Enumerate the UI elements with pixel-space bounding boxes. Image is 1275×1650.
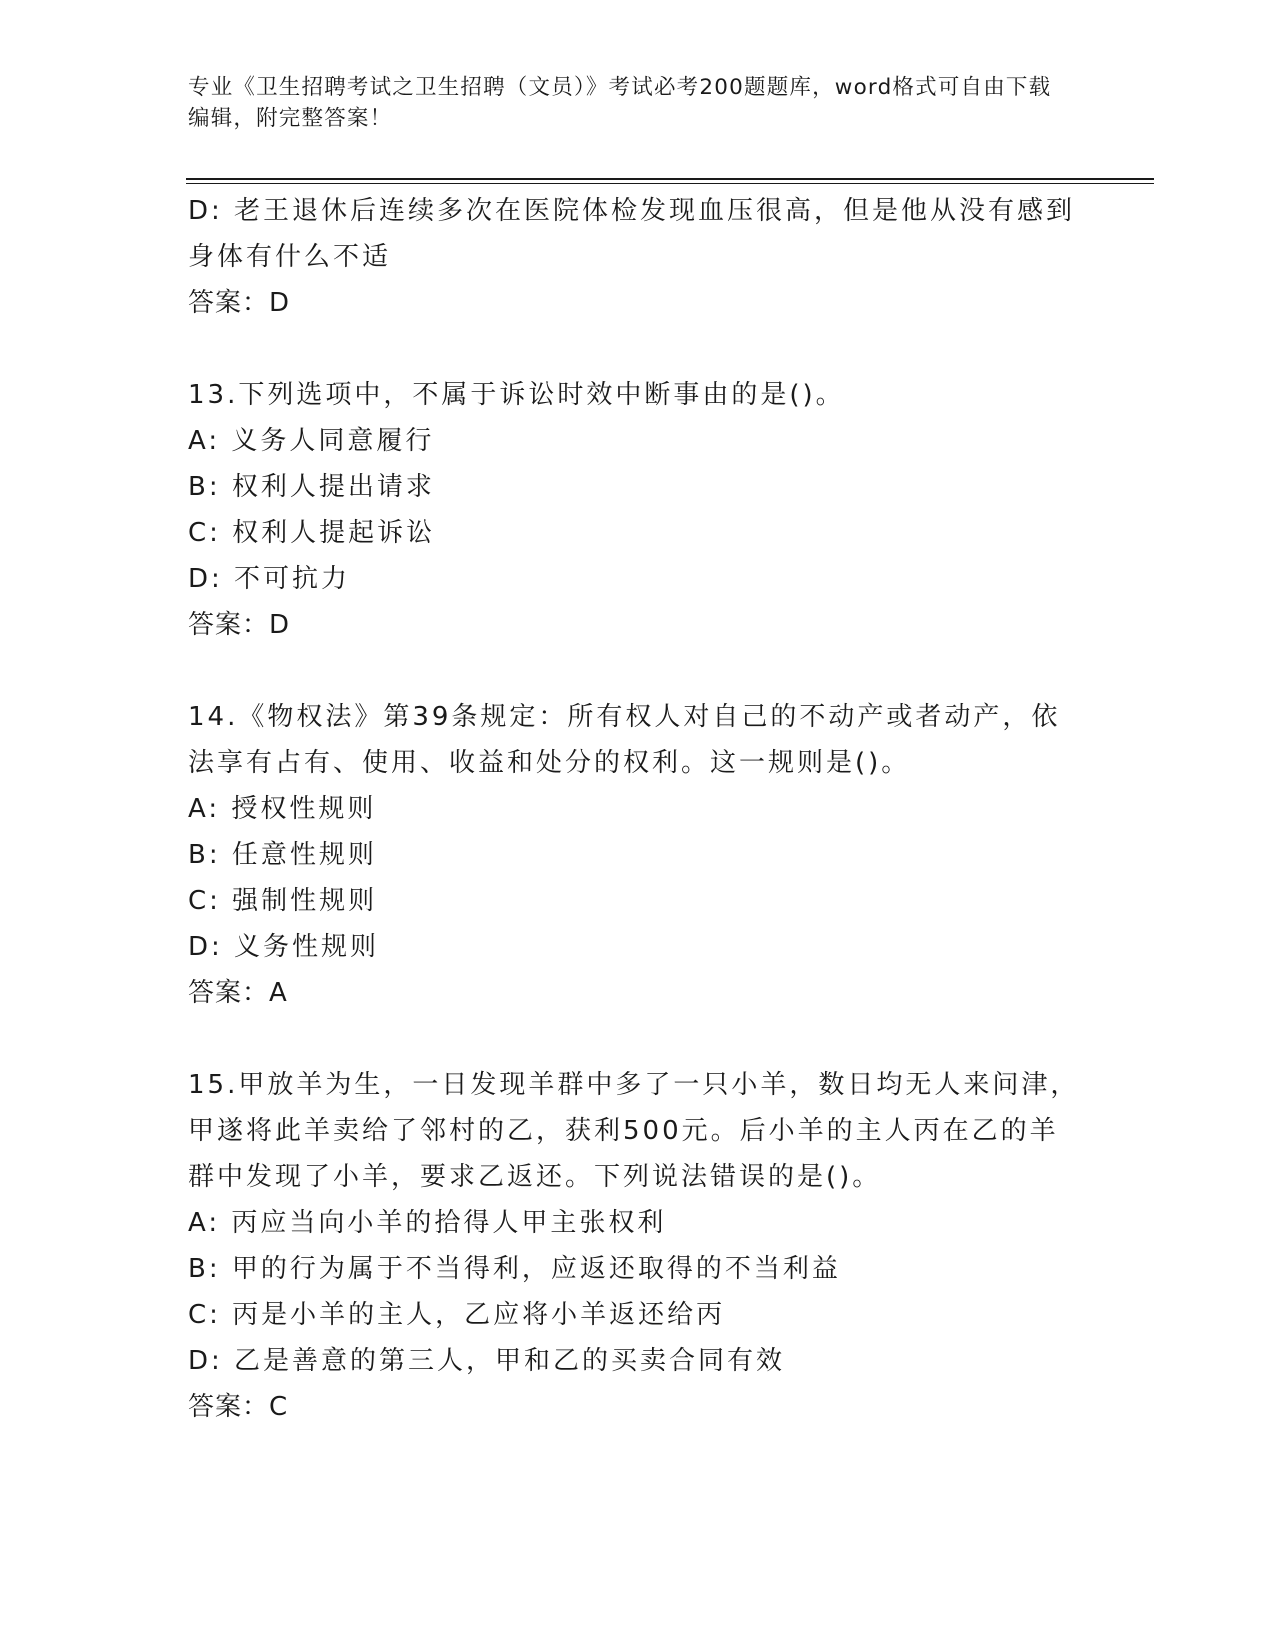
question-14 (188, 694, 1088, 1016)
question-15 (188, 1062, 1088, 1430)
option-a: A: 授权性规则 (188, 794, 377, 824)
option-a: A: 丙应当向小羊的拾得人甲主张权利 (188, 1208, 667, 1238)
header-rule-thick (186, 178, 1154, 180)
option-b: B: 任意性规则 (188, 840, 377, 870)
question-stem-continued: 甲遂将此羊卖给了邻村的乙，获利500元。后小羊的主人丙在乙的羊 (188, 1116, 1059, 1146)
option-c: C: 权利人提起诉讼 (188, 518, 436, 548)
option-b: B: 权利人提出请求 (188, 472, 435, 502)
answer-line: 答案：D (188, 288, 291, 318)
document-header: 专业《卫生招聘考试之卫生招聘（文员）》考试必考200题题库，word格式可自由下载编辑，附完整答案！ (188, 75, 1052, 131)
option-d: D: 义务性规则 (188, 932, 380, 962)
spacer (188, 326, 1088, 372)
question-stem: 13.下列选项中，不属于诉讼时效中断事由的是()。 (188, 380, 845, 410)
question-stem-continued: 法享有占有、使用、收益和处分的权利。这一规则是()。 (188, 748, 911, 778)
spacer (188, 1016, 1088, 1062)
header-rule-thin (186, 183, 1154, 184)
question-stem-continued: 群中发现了小羊，要求乙返还。下列说法错误的是()。 (188, 1162, 882, 1192)
option-b: B: 甲的行为属于不当得利，应返还取得的不当利益 (188, 1254, 841, 1284)
question-stem: 14.《物权法》第39条规定：所有权人对自己的不动产或者动产，依 (188, 702, 1061, 732)
option-d-continued: 身体有什么不适 (188, 242, 392, 272)
questions-body (188, 188, 1088, 1430)
answer-line: 答案：C (188, 1392, 289, 1422)
answer-line: 答案：A (188, 978, 288, 1008)
option-a: A: 义务人同意履行 (188, 426, 435, 456)
option-d: D: 不可抗力 (188, 564, 351, 594)
option-c: C: 丙是小羊的主人，乙应将小羊返还给丙 (188, 1300, 726, 1330)
spacer (188, 648, 1088, 694)
question-stem: 15.甲放羊为生，一日发现羊群中多了一只小羊，数日均无人来问津， (188, 1070, 1080, 1100)
answer-line: 答案：D (188, 610, 291, 640)
question-13 (188, 372, 1088, 648)
option-d: D: 乙是善意的第三人，甲和乙的买卖合同有效 (188, 1346, 786, 1376)
option-d: D: 老王退休后连续多次在医院体检发现血压很高，但是他从没有感到 (188, 196, 1076, 226)
option-c: C: 强制性规则 (188, 886, 378, 916)
